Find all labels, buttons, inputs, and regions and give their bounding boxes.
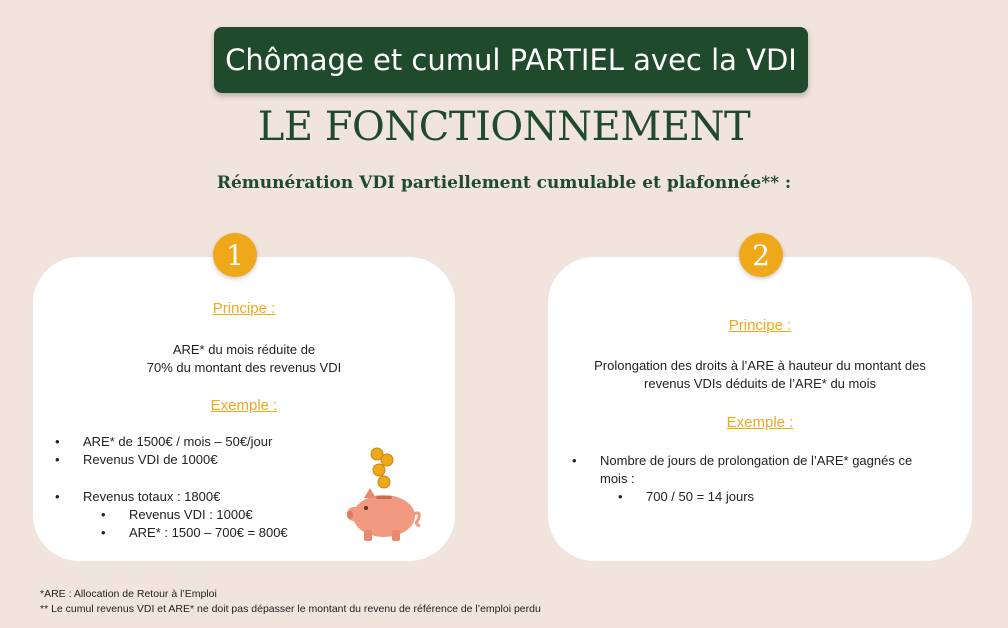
principe-line-2: revenus VDIs déduits de l’ARE* du mois xyxy=(644,376,876,391)
title-banner xyxy=(214,27,808,93)
step-badge-2: 2 xyxy=(739,233,783,277)
sub-list-item-text: ARE* : 1500 – 700€ = 800€ xyxy=(129,525,288,540)
exemple-label: Exemple : xyxy=(210,397,278,414)
list-item-text: mois : xyxy=(600,471,635,486)
principe-line-1: Prolongation des droits à l’ARE à hauteur du montant des xyxy=(594,358,926,373)
footnote-cumul: ** Le cumul revenus VDI et ARE* ne doit pas dépasser le montant du revenu de référence de l’emploi perdu xyxy=(40,603,541,615)
principe-label: Principe : xyxy=(212,300,276,317)
principe-line-2: 70% du montant des revenus VDI xyxy=(146,360,342,375)
page-subheading: Rémunération VDI partiellement cumulable et plafonnée** : xyxy=(216,173,792,193)
card-principe-1: Principe : ARE* du mois réduite de 70% du montant des revenus VDI Exemple : • ARE* de 1500€ / mois – 50€/jour • Revenus VDI de 1000€ • Revenus totaux : 1800€ • Revenus VDI : 1000€ • ARE* : 1500 – 700€ = 800€ xyxy=(33,257,455,561)
page-heading: LE FONCTIONNEMENT xyxy=(257,104,751,150)
list-item-text: Revenus totaux : 1800€ xyxy=(83,489,221,504)
list-item-text: Nombre de jours de prolongation de l’ARE* gagnés ce xyxy=(600,453,913,468)
sub-list-item-text: 700 / 50 = 14 jours xyxy=(646,489,755,504)
piggy-bank-icon xyxy=(340,440,426,544)
principe-line-1: ARE* du mois réduite de xyxy=(172,342,316,357)
card-principe-2: Principe : Prolongation des droits à l’ARE à hauteur du montant des revenus VDIs déduits de l’ARE* du mois Exemple : • Nombre de jours de prolongation de l’ARE* gagnés ce mois : • 700 / 50 = 14 jours xyxy=(548,257,972,561)
list-item-text: ARE* de 1500€ / mois – 50€/jour xyxy=(83,434,273,449)
footnote-are: *ARE : Allocation de Retour à l’Emploi xyxy=(40,588,217,600)
sub-list-item-text: Revenus VDI : 1000€ xyxy=(129,507,253,522)
exemple-label: Exemple : xyxy=(726,414,794,431)
principe-label: Principe : xyxy=(728,317,792,334)
banner-title: Chômage et cumul PARTIEL avec la VDI xyxy=(225,43,797,77)
list-item-text: Revenus VDI de 1000€ xyxy=(83,452,218,467)
step-badge-1: 1 xyxy=(213,233,257,277)
